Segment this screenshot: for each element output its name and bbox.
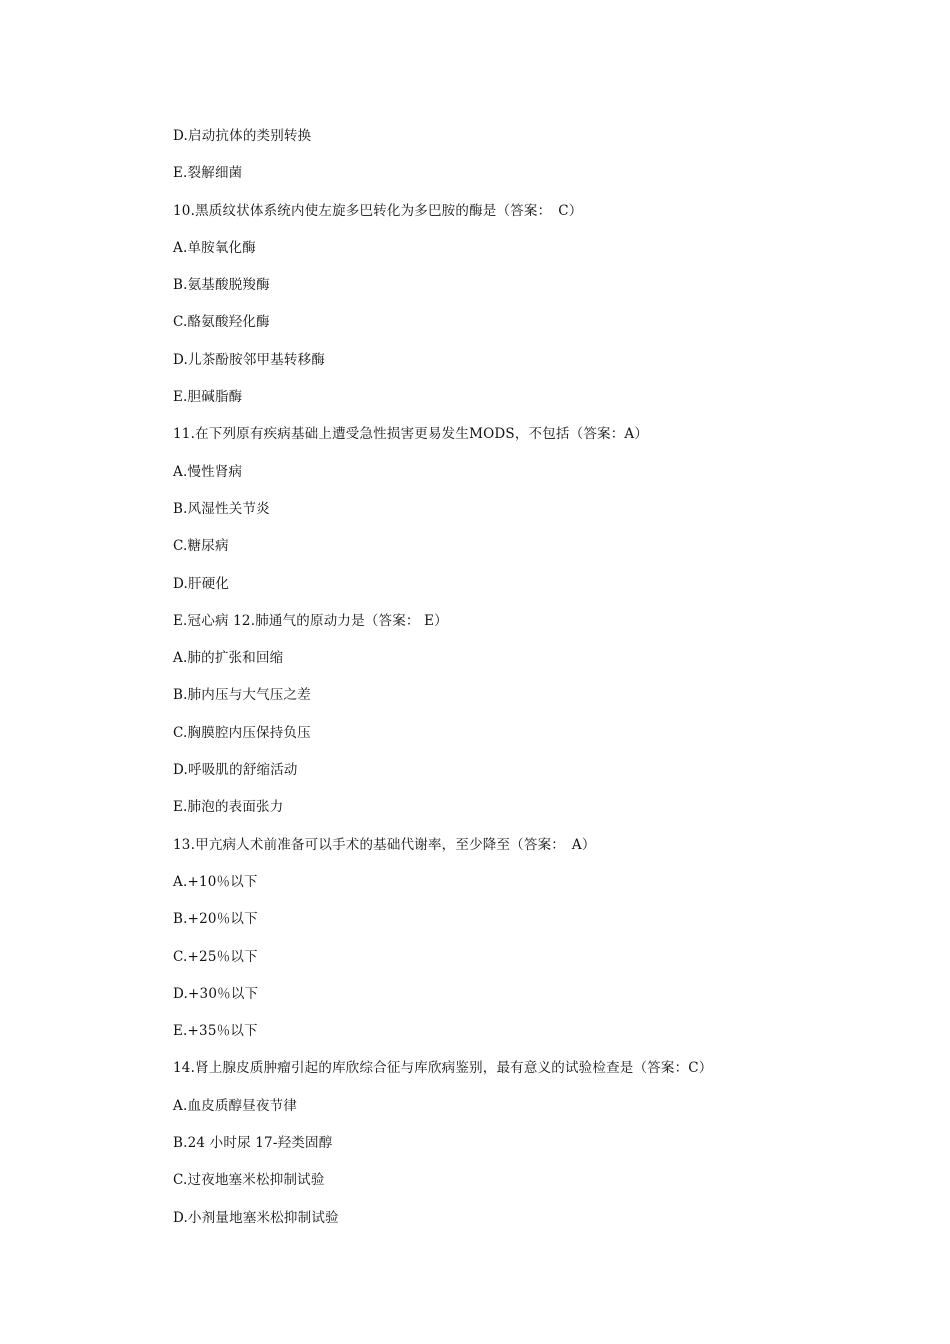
option-line: B.风湿性关节炎 xyxy=(173,500,270,517)
option-line: B.24 小时尿 17-羟类固醇 xyxy=(173,1135,333,1152)
option-line: A.血皮质醇昼夜节律 xyxy=(173,1097,298,1114)
option-line: C.胸膜腔内压保持负压 xyxy=(173,724,311,741)
question-line: 10.黑质纹状体系统内使左旋多巴转化为多巴胺的酶是（答案： C） xyxy=(173,202,583,219)
option-line: B.+20％以下 xyxy=(173,911,258,928)
option-line: B.肺内压与大气压之差 xyxy=(173,687,311,704)
option-line: B.氨基酸脱羧酶 xyxy=(173,277,270,294)
option-line: D.呼吸肌的舒缩活动 xyxy=(173,762,298,779)
question-line: 13.甲亢病人术前准备可以手术的基础代谢率，至少降至（答案： A） xyxy=(173,836,596,853)
option-line: C.糖尿病 xyxy=(173,538,229,555)
option-line: A.+10％以下 xyxy=(173,873,258,890)
option-line: E.裂解细菌 xyxy=(173,165,243,182)
question-line: E.冠心病 12.肺通气的原动力是（答案： E） xyxy=(173,612,448,629)
document-body xyxy=(173,126,873,1245)
option-line: E.胆碱脂酶 xyxy=(173,389,243,406)
option-line: D.启动抗体的类别转换 xyxy=(173,128,312,144)
option-line: C.+25％以下 xyxy=(173,948,258,965)
question-line: 11.在下列原有疾病基础上遭受急性损害更易发生MODS，不包括（答案：A） xyxy=(173,426,649,443)
question-line: 14.肾上腺皮质肿瘤引起的库欣综合征与库欣病鉴别，最有意义的试验检查是（答案：C） xyxy=(173,1060,713,1077)
option-line: C.酪氨酸羟化酶 xyxy=(173,314,270,331)
option-line: A.肺的扩张和回缩 xyxy=(173,650,284,667)
option-line: D.儿茶酚胺邻甲基转移酶 xyxy=(173,351,326,368)
option-line: A.慢性肾病 xyxy=(173,463,243,480)
option-line: D.小剂量地塞米松抑制试验 xyxy=(173,1209,339,1226)
option-line: E.肺泡的表面张力 xyxy=(173,799,284,816)
option-line: A.单胺氧化酶 xyxy=(173,239,256,256)
option-line: E.+35％以下 xyxy=(173,1023,258,1040)
option-line: C.过夜地塞米松抑制试验 xyxy=(173,1172,325,1189)
option-line: D.+30％以下 xyxy=(173,985,259,1002)
option-line: D.肝硬化 xyxy=(173,575,230,592)
